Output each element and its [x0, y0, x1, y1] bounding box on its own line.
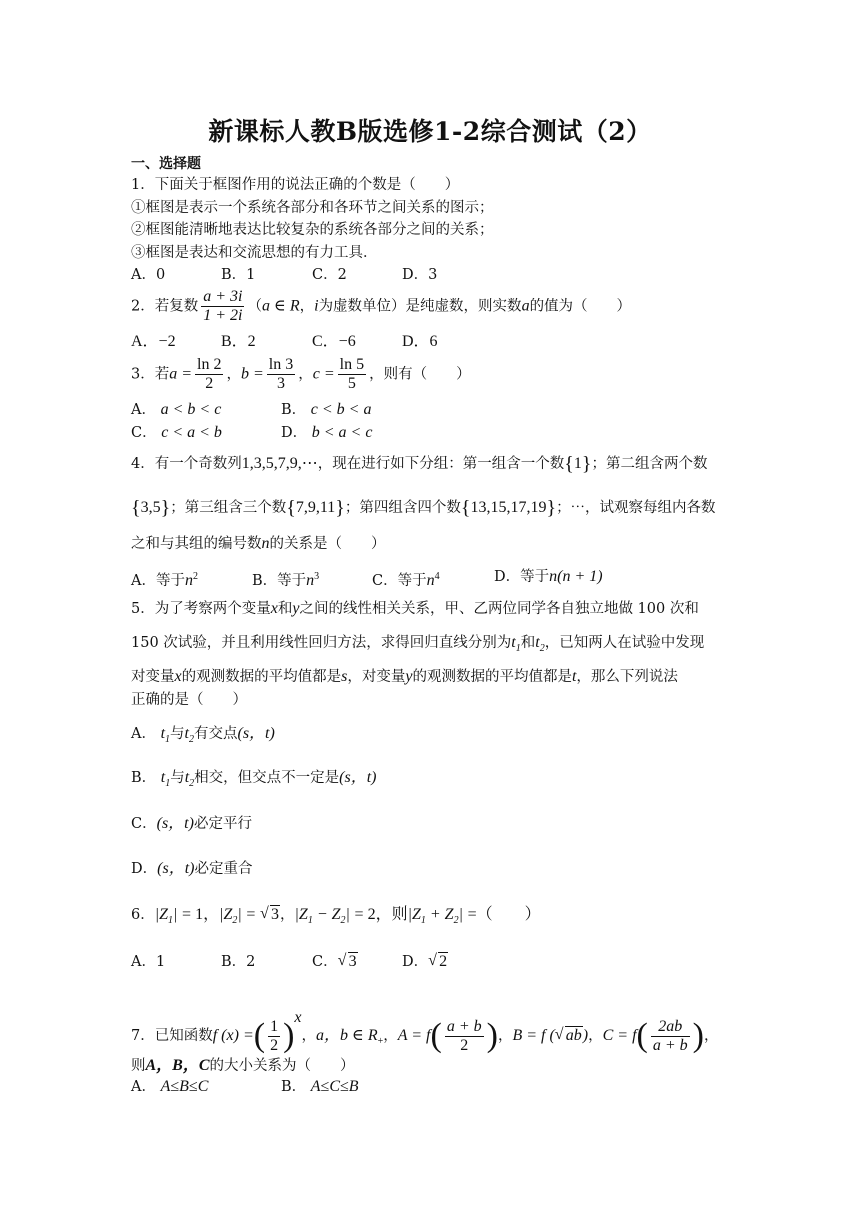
q5-t2: $t_2$ — [535, 634, 545, 655]
q6-sqrt3 — [260, 905, 280, 925]
q4-option-c-exp: 4 — [434, 571, 440, 582]
q3-option-a — [131, 400, 221, 420]
q2-option-a: A．−2 — [131, 333, 176, 350]
q6-abs-z1: $|Z_1|$ — [154, 906, 178, 927]
q5-l3b: 的观测数据的平均值都是 — [181, 669, 342, 685]
q6-option-c-prefix: C． — [312, 954, 338, 970]
q4-option-c — [372, 567, 440, 591]
q4-option-a-exp: 2 — [192, 571, 198, 582]
q2-tail: 为虚数单位）是纯虚数，则实数 — [318, 298, 522, 315]
q5-option-c-text: 必定平行 — [193, 816, 252, 832]
q3-option-a-prefix: A． — [131, 402, 156, 418]
q7-option-b-value: A≤C≤B — [310, 1078, 359, 1095]
q7-plus: + — [377, 1035, 384, 1047]
q2-comma: ， — [299, 298, 315, 315]
q7-stem — [131, 1008, 719, 1055]
q5-l1: 5．为了考察两个变量 — [131, 601, 271, 617]
q6-option-a: A．1 — [131, 954, 166, 970]
q4-option-d-value: n(n + 1) — [549, 568, 603, 585]
q7-A-num: a + b — [446, 1017, 482, 1035]
q7-A-fraction — [445, 1018, 484, 1055]
q5-option-a-with: 与 — [170, 726, 185, 742]
q7-C-fraction — [651, 1018, 690, 1055]
q3-option-c-value: c < a < b — [161, 424, 222, 441]
q6-e3: ， — [280, 907, 295, 923]
q4-option-d — [494, 567, 603, 587]
q4-option-c-label: C．等于 — [372, 572, 427, 589]
q3-b-den: 3 — [277, 375, 285, 392]
q4-brace-open-1: { — [564, 453, 574, 475]
q4-option-b-n: n — [306, 571, 315, 589]
q2-option-b: B．2 — [221, 333, 256, 350]
q5-option-a-point: (s，t) — [237, 725, 275, 742]
q5-option-d-point: (s，t) — [157, 860, 195, 877]
q3-option-b-prefix: B． — [281, 402, 307, 418]
q5-option-a-text: 有交点 — [194, 726, 238, 742]
q7-C-den: a + b — [652, 1036, 688, 1054]
q4-l3b: 的关系是（ ） — [269, 536, 386, 552]
q1-stem: 1．下面关于框图作用的说法正确的个数是（ ） — [131, 177, 460, 193]
q4-option-a-n: n — [184, 571, 193, 589]
q3-sep-1: ， — [226, 366, 241, 383]
q6-sqrt3-value: 3 — [271, 906, 280, 923]
q4-l1c: ；第二组含两个数 — [591, 456, 708, 472]
q5-option-b — [131, 768, 377, 794]
q3-c-den: 5 — [347, 375, 356, 392]
q3-b-fraction — [267, 356, 295, 393]
q3-option-b — [281, 400, 371, 420]
q7-B-sqrt — [555, 1026, 583, 1046]
q4-sequence: 1,3,5,7,9,⋯ — [241, 455, 318, 472]
q5-t1: $t_1$ — [511, 634, 521, 655]
q3-a-num: ln 2 — [197, 356, 222, 373]
q5-t: t — [571, 668, 577, 685]
q1-statement-2: ②框图能清晰地表达比较复杂的系统各部分之间的关系； — [131, 222, 494, 238]
q6-option-d-sqrt — [428, 952, 448, 972]
q7-option-a-value: A≤B≤C — [160, 1078, 209, 1095]
q3-option-a-value: a < b < c — [160, 401, 222, 418]
q4-line-3 — [131, 534, 386, 554]
q2-a: a — [521, 297, 530, 315]
q7-half — [268, 1018, 280, 1055]
q5-option-c-prefix: C． — [131, 816, 157, 832]
q1-statement-3: ③框图是表达和交流思想的有力工具． — [131, 245, 378, 261]
q6-option-c-value: 3 — [348, 953, 357, 970]
q7-B-end: ) — [582, 1027, 589, 1044]
q3-c-eq: c = — [312, 365, 335, 383]
q5-option-b-point: (s，t) — [339, 769, 377, 786]
q7-ab: a，b ∈ R — [316, 1027, 378, 1044]
q4-group-4: 13,15,17,19 — [470, 499, 547, 516]
q5-line-2 — [131, 633, 704, 659]
q5-y: y — [292, 600, 300, 617]
q4-l2a: ；第三组含三个数 — [170, 500, 287, 516]
q5-l2c: ，已知两人在试验中发现 — [544, 635, 705, 651]
q3-a-den: 2 — [205, 375, 214, 392]
q6-stem — [131, 905, 541, 931]
q7-paren-close-2: ) — [486, 1017, 498, 1054]
q1-statement-1: ①框图是表示一个系统各部分和各环节之间关系的图示； — [131, 200, 494, 216]
q4-option-d-label: D．等于 — [494, 569, 550, 585]
q5-option-b-text: 相交，但交点不一定是 — [194, 770, 340, 786]
q6-option-c — [312, 952, 358, 972]
q1-option-c: C．2 — [312, 267, 347, 283]
q5-option-c-point: (s，t) — [156, 815, 194, 832]
q5-option-d-prefix: D． — [131, 861, 158, 877]
q5-option-b-t2: $t_2$ — [184, 769, 195, 790]
q1-option-d: D．3 — [402, 267, 438, 283]
q5-l3: 对变量 — [131, 669, 175, 685]
q7-paren-open-1: ( — [253, 1017, 266, 1054]
q5-l3c: ，对变量 — [347, 669, 406, 685]
q2-numerator: a + 3i — [203, 288, 243, 305]
q6-abs-z2: $|Z_2|$ — [219, 906, 242, 927]
q5-l2b: 和 — [520, 635, 536, 651]
q7-A-eq: A = f — [397, 1027, 431, 1044]
q2-denominator: 1 + 2i — [203, 307, 243, 324]
q7-half-den: 2 — [270, 1036, 279, 1054]
q7-abc: A，B，C — [145, 1057, 210, 1074]
q6-e2: = — [246, 906, 256, 923]
q4-group-3: 7,9,11 — [295, 499, 336, 516]
q4-option-b-exp: 3 — [314, 571, 320, 582]
q7-line-2 — [131, 1056, 355, 1076]
q2-paren: （ — [247, 298, 262, 315]
q7-lead: 7．已知函数 — [131, 1028, 213, 1044]
q5-option-b-prefix: B． — [131, 770, 157, 786]
q4-brace-close-1: } — [581, 453, 592, 475]
q6-option-d-prefix: D． — [402, 954, 429, 970]
q4-brace-close-2: } — [160, 497, 171, 519]
q3-option-d — [281, 423, 372, 443]
q6-e1: = 1， — [182, 906, 220, 923]
q2-fraction — [201, 288, 244, 325]
q3-option-b-value: c < b < a — [310, 401, 372, 418]
q4-group-2: 3,5 — [140, 499, 161, 516]
q4-line-1 — [131, 454, 707, 474]
q2-option-c: C．−6 — [312, 333, 356, 350]
q3-sep-2: ， — [298, 366, 313, 383]
q4-brace-open-3: { — [286, 497, 296, 519]
q7-paren-close-1: ) — [283, 1017, 295, 1054]
q5-option-a-t2: $t_2$ — [184, 725, 194, 746]
q4-option-b — [252, 567, 319, 591]
q4-option-c-n: n — [426, 571, 435, 589]
q4-option-b-label: B．等于 — [252, 572, 307, 589]
q3-stem — [131, 356, 471, 393]
q3-b-eq: b = — [240, 365, 264, 383]
q5-l1c: 之间的线性相关关系，甲、乙两位同学各自独立地做 100 次和 — [299, 601, 699, 617]
q3-option-c-prefix: C． — [131, 425, 157, 441]
q7-option-b — [281, 1077, 359, 1097]
q7-half-num: 1 — [270, 1017, 279, 1035]
q4-group-1: 1 — [573, 455, 582, 472]
q3-option-c — [131, 423, 222, 443]
q7-exponent: x — [294, 1009, 302, 1026]
q5-option-c — [131, 814, 252, 834]
q4-l3a: 之和与其组的编号数 — [131, 536, 262, 552]
q7-option-b-prefix: B． — [281, 1079, 307, 1095]
q7-sep-2: ， — [383, 1028, 398, 1044]
q4-line-2 — [131, 498, 716, 518]
q4-option-a-label: A．等于 — [131, 572, 185, 589]
q4-brace-close-3: } — [335, 497, 345, 519]
q3-option-d-value: b < a < c — [311, 424, 373, 441]
q5-option-d-text: 必定重合 — [194, 861, 253, 877]
q5-option-d — [131, 859, 252, 879]
q6-option-d — [402, 952, 448, 972]
q7-l2: 则 — [131, 1058, 146, 1074]
q6-e4: = 2，则 — [354, 906, 408, 923]
q4-option-a — [131, 567, 198, 591]
q4-brace-open-2: { — [131, 497, 141, 519]
q4-brace-close-4: } — [546, 497, 557, 519]
q4-l1b: ，现在进行如下分组：第一组含一个数 — [317, 456, 565, 472]
q3-option-d-prefix: D． — [281, 425, 308, 441]
q3-lead: 3．若 — [131, 366, 170, 383]
q5-l2: 150 次试验，并且利用线性回归方法，求得回归直线分别为 — [131, 635, 512, 651]
q7-B-eq: B = f ( — [512, 1027, 555, 1044]
q7-sep-5: ， — [704, 1028, 719, 1044]
q3-end: ，则有（ ） — [369, 366, 471, 383]
q7-option-a-prefix: A． — [131, 1079, 156, 1095]
q7-sep-3: ， — [497, 1028, 513, 1044]
q7-fx: f (x) = — [212, 1027, 254, 1044]
q5-l3e: ，那么下列说法 — [576, 669, 678, 685]
q7-B-in: ab — [565, 1027, 582, 1044]
q5-option-b-t1: $t_1$ — [160, 769, 171, 790]
q2-lead: 2．若复数 — [131, 298, 199, 315]
q2-option-d: D．6 — [402, 333, 438, 350]
q6-abs-sum: $|Z_1 + Z_2|$ — [407, 906, 463, 927]
q3-b-num: ln 3 — [268, 356, 294, 373]
q6-abs-diff: $|Z_1 - Z_2|$ — [294, 906, 350, 927]
q7-paren-close-3: ) — [692, 1017, 704, 1054]
q4-l2c: ；⋯，试观察每组内各数 — [556, 500, 716, 516]
q3-c-fraction — [338, 356, 366, 393]
q2-i: i — [314, 297, 319, 315]
q5-line-4: 正确的是（ ） — [131, 692, 247, 708]
q7-paren-open-3: ( — [636, 1017, 648, 1054]
q5-line-3 — [131, 667, 678, 687]
q5-s: s — [341, 668, 348, 685]
q5-option-a — [131, 724, 275, 750]
q6-option-b: B．2 — [221, 954, 256, 970]
q4-l1a: 4．有一个奇数列 — [131, 456, 242, 472]
q6-option-d-value: 2 — [439, 953, 448, 970]
q4-brace-open-4: { — [460, 497, 471, 519]
q3-a-eq: a = — [169, 365, 193, 383]
q3-a-fraction — [195, 356, 223, 393]
section-heading: 一、选择题 — [131, 156, 201, 172]
q2-end: 的值为（ ） — [529, 298, 632, 315]
q7-paren-open-2: ( — [430, 1017, 442, 1054]
q6-lead: 6． — [131, 907, 155, 923]
q1-option-a: A．0 — [131, 267, 166, 283]
q2-stem — [131, 288, 631, 325]
q7-sep-4: ， — [588, 1028, 603, 1044]
q7-l2b: 的大小关系为（ ） — [209, 1058, 355, 1074]
q7-A-den: 2 — [460, 1036, 469, 1054]
q5-x-2: x — [174, 668, 182, 685]
q7-sep-1: ， — [301, 1028, 316, 1044]
q5-l3d: 的观测数据的平均值都是 — [412, 669, 572, 685]
q5-option-b-with: 与 — [170, 770, 185, 786]
q2-condition: a ∈ R — [261, 297, 300, 315]
q7-option-a — [131, 1077, 208, 1097]
q5-l1b: 和 — [277, 601, 293, 617]
q4-l2b: ；第四组含四个数 — [344, 500, 461, 516]
q5-option-a-prefix: A． — [131, 726, 156, 742]
q1-option-b: B．1 — [221, 267, 256, 283]
q6-option-c-sqrt — [338, 952, 358, 972]
q7-C-num: 2ab — [651, 1018, 690, 1037]
q5-line-1 — [131, 599, 699, 619]
page-title: 新课标人教B版选修1-2综合测试（2） — [208, 117, 652, 146]
q6-e5: =（ ） — [467, 906, 541, 923]
q5-x: x — [270, 600, 278, 617]
q5-option-a-t1: $t_1$ — [160, 725, 171, 746]
q5-y-2: y — [405, 668, 413, 685]
q7-C-eq: C = f — [602, 1027, 637, 1044]
q4-n: n — [261, 535, 270, 552]
q3-c-num: ln 5 — [339, 356, 365, 373]
